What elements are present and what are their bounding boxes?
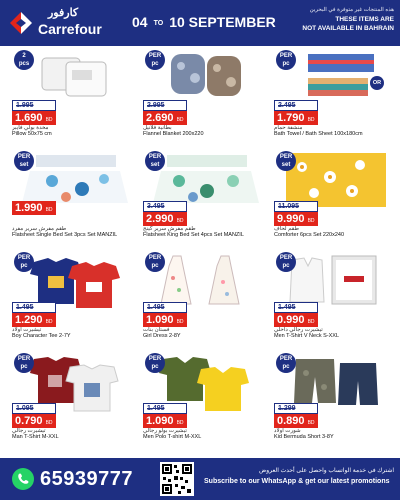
offer-dates — [132, 14, 276, 30]
unit-badge — [276, 252, 296, 272]
old-price: 1.495 — [143, 403, 187, 414]
new-price — [274, 111, 318, 125]
whatsapp-footer — [0, 458, 400, 500]
badge-bottom-text: set — [150, 162, 160, 168]
product-card-girl-dress[interactable] — [139, 252, 261, 338]
product-desc-english: Man T-Shirt M-XXL — [12, 434, 59, 440]
new-price-value: 0.990 — [277, 314, 305, 326]
old-price: 1.299 — [274, 403, 318, 414]
unit-badge — [145, 353, 165, 373]
badge-bottom-text: pcs — [18, 61, 30, 67]
new-price — [143, 414, 187, 428]
product-desc-arabic: مخدة بولي فايبر — [12, 125, 49, 131]
unit-badge — [145, 252, 165, 272]
new-price-value: 2.690 — [146, 112, 174, 124]
product-card-comforter[interactable] — [270, 151, 392, 237]
product-card-blanket[interactable] — [139, 50, 261, 136]
new-price — [274, 414, 318, 428]
old-price: 3.495 — [143, 201, 187, 212]
unit-badge — [276, 353, 296, 373]
badge-top-text: PER — [279, 154, 293, 160]
notice-english-line1: THESE ITEMS ARE — [335, 16, 394, 23]
currency-label: BD — [176, 319, 184, 325]
notice-english-line2: NOT AVAILABLE IN BAHRAIN — [302, 25, 394, 32]
product-desc-arabic: تيشيرت أولاد — [12, 327, 42, 333]
price-tag — [12, 403, 56, 428]
phone-icon — [12, 468, 34, 490]
price-tag — [143, 100, 187, 125]
new-price-value: 9.990 — [277, 213, 305, 225]
new-price — [12, 111, 56, 125]
product-desc-arabic: تيشيرت رجالي داخلي — [274, 327, 323, 333]
currency-label: BD — [176, 117, 184, 123]
new-price-value: 0.790 — [15, 415, 43, 427]
price-tag — [274, 302, 318, 327]
product-desc-english: Comforter 6pcs Set 220x240 — [274, 232, 345, 238]
product-card-boy-tee[interactable] — [8, 252, 130, 338]
date-from: 04 — [132, 14, 148, 30]
or-badge: OR — [370, 76, 384, 90]
new-price — [143, 313, 187, 327]
badge-top-text: PER — [17, 356, 31, 362]
badge-top-text: PER — [148, 356, 162, 362]
product-desc-arabic: تيشيرت رجالي — [12, 428, 46, 434]
product-desc-arabic: شورت أولاد — [274, 428, 301, 434]
product-desc-english: Kid Bermuda Short 3-8Y — [274, 434, 334, 440]
old-price: 1.495 — [274, 302, 318, 313]
badge-bottom-text: pc — [282, 364, 290, 370]
unit-badge — [276, 50, 296, 70]
badge-top-text: PER — [148, 154, 162, 160]
footer-arabic-text: اشترك في خدمة الواتساب واحصل على أحدث العروض — [259, 468, 394, 474]
product-desc-arabic: منشفة حمام — [274, 125, 303, 131]
carrefour-logo-icon — [8, 10, 34, 36]
product-desc-english: Boy Character Tee 2-7Y — [12, 333, 71, 339]
badge-bottom-text: pc — [282, 61, 290, 67]
footer-english-text: Subscribe to our WhatsApp & get our latest promotions — [204, 478, 390, 485]
unit-badge — [276, 151, 296, 171]
unit-badge — [14, 252, 34, 272]
unit-badge — [14, 50, 34, 70]
product-card-man-tee[interactable] — [8, 353, 130, 439]
price-tag — [12, 201, 56, 215]
badge-top-text: PER — [17, 255, 31, 261]
badge-top-text: 2 — [22, 53, 26, 59]
new-price-value: 1.690 — [15, 112, 43, 124]
old-price: 11.095 — [274, 201, 318, 212]
product-desc-english: Flatsheet Single Bed Set 3pcs Set MANZIL — [12, 232, 118, 238]
flyer-header — [0, 0, 400, 46]
currency-label: BD — [176, 420, 184, 426]
product-desc-arabic: تيشيرت بولو رجالي — [143, 428, 187, 434]
old-price: 1.995 — [12, 100, 56, 111]
badge-top-text: PER — [279, 255, 293, 261]
product-card-polo[interactable] — [139, 353, 261, 439]
new-price-value: 1.090 — [146, 415, 174, 427]
new-price — [143, 111, 187, 125]
badge-bottom-text: set — [19, 162, 29, 168]
whatsapp-icon[interactable] — [12, 468, 34, 490]
old-price: 2.495 — [274, 100, 318, 111]
product-card-towel[interactable] — [270, 50, 392, 136]
badge-top-text: PER — [148, 53, 162, 59]
currency-label: BD — [307, 218, 315, 224]
unit-badge — [145, 151, 165, 171]
product-desc-english: Men Polo T-shirt M-XXL — [143, 434, 202, 440]
new-price-value: 2.990 — [146, 213, 174, 225]
price-tag — [274, 100, 318, 125]
new-price-value: 1.790 — [277, 112, 305, 124]
new-price-value: 1.090 — [146, 314, 174, 326]
date-to-label: TO — [153, 19, 164, 27]
new-price — [143, 212, 187, 226]
new-price-value: 1.290 — [15, 314, 43, 326]
date-until: 10 SEPTEMBER — [169, 14, 276, 30]
new-price-value: 0.890 — [277, 415, 305, 427]
product-card-pillow[interactable] — [8, 50, 130, 136]
price-tag — [143, 201, 187, 226]
unit-badge — [145, 50, 165, 70]
price-tag — [274, 201, 318, 226]
new-price — [12, 414, 56, 428]
product-card-bedsheet-single[interactable] — [8, 151, 130, 237]
product-card-shorts[interactable] — [270, 353, 392, 439]
currency-label: BD — [176, 218, 184, 224]
currency-label: BD — [45, 420, 53, 426]
badge-top-text: PER — [279, 53, 293, 59]
currency-label: BD — [307, 117, 315, 123]
new-price — [274, 212, 318, 226]
new-price — [12, 313, 56, 327]
availability-notice — [272, 6, 394, 33]
product-desc-arabic: بطانية فلانيل — [143, 125, 172, 131]
qr-code-icon[interactable] — [160, 462, 194, 496]
new-price — [274, 313, 318, 327]
currency-label: BD — [45, 319, 53, 325]
unit-badge — [14, 353, 34, 373]
badge-bottom-text: pc — [151, 364, 159, 370]
logo-english-text: Carrefour — [38, 21, 102, 37]
product-desc-arabic: طقم مفرش سرير كينج — [143, 226, 196, 232]
unit-badge — [14, 151, 34, 171]
product-desc-english: Pillow 50x75 cm — [12, 131, 52, 137]
badge-top-text: PER — [148, 255, 162, 261]
product-desc-english: Girl Dress 2-8Y — [143, 333, 181, 339]
product-card-men-vneck[interactable] — [270, 252, 392, 338]
old-price: 1.095 — [12, 403, 56, 414]
product-desc-arabic: طقم مفرش سرير مفرد — [12, 226, 67, 232]
price-tag — [143, 403, 187, 428]
price-tag — [143, 302, 187, 327]
old-price: 1.495 — [12, 302, 56, 313]
price-tag — [12, 100, 56, 125]
badge-top-text: PER — [279, 356, 293, 362]
new-price-value: 1.990 — [15, 202, 43, 214]
product-desc-arabic: طقم لحاف — [274, 226, 299, 232]
notice-arabic: هذه المنتجات غير متوفرة في البحرين — [309, 7, 394, 13]
whatsapp-number[interactable]: 65939777 — [40, 468, 133, 490]
badge-bottom-text: pc — [20, 364, 28, 370]
logo-arabic-text: كارفور — [48, 7, 79, 19]
price-tag — [274, 403, 318, 428]
product-desc-english: Men T-Shirt V Neck S-XXL — [274, 333, 340, 339]
currency-label: BD — [307, 319, 315, 325]
price-tag — [12, 302, 56, 327]
product-card-bedsheet-king[interactable] — [139, 151, 261, 237]
old-price: 2.995 — [143, 100, 187, 111]
badge-bottom-text: pc — [282, 263, 290, 269]
product-desc-english: Bath Towel / Bath Sheet 100x180cm — [274, 131, 363, 137]
badge-bottom-text: set — [281, 162, 291, 168]
badge-bottom-text: pc — [151, 263, 159, 269]
old-price: 1.495 — [143, 302, 187, 313]
product-desc-arabic: فستان بنات — [143, 327, 170, 333]
currency-label: BD — [45, 207, 53, 213]
currency-label: BD — [307, 420, 315, 426]
currency-label: BD — [45, 117, 53, 123]
product-desc-english: Flannel Blanket 200x220 — [143, 131, 204, 137]
badge-bottom-text: pc — [20, 263, 28, 269]
carrefour-logo[interactable] — [8, 6, 108, 40]
badge-bottom-text: pc — [151, 61, 159, 67]
product-desc-english: Flatsheet King Bed Set 4pcs Set MANZIL — [143, 232, 244, 238]
new-price — [12, 201, 56, 215]
badge-top-text: PER — [17, 154, 31, 160]
